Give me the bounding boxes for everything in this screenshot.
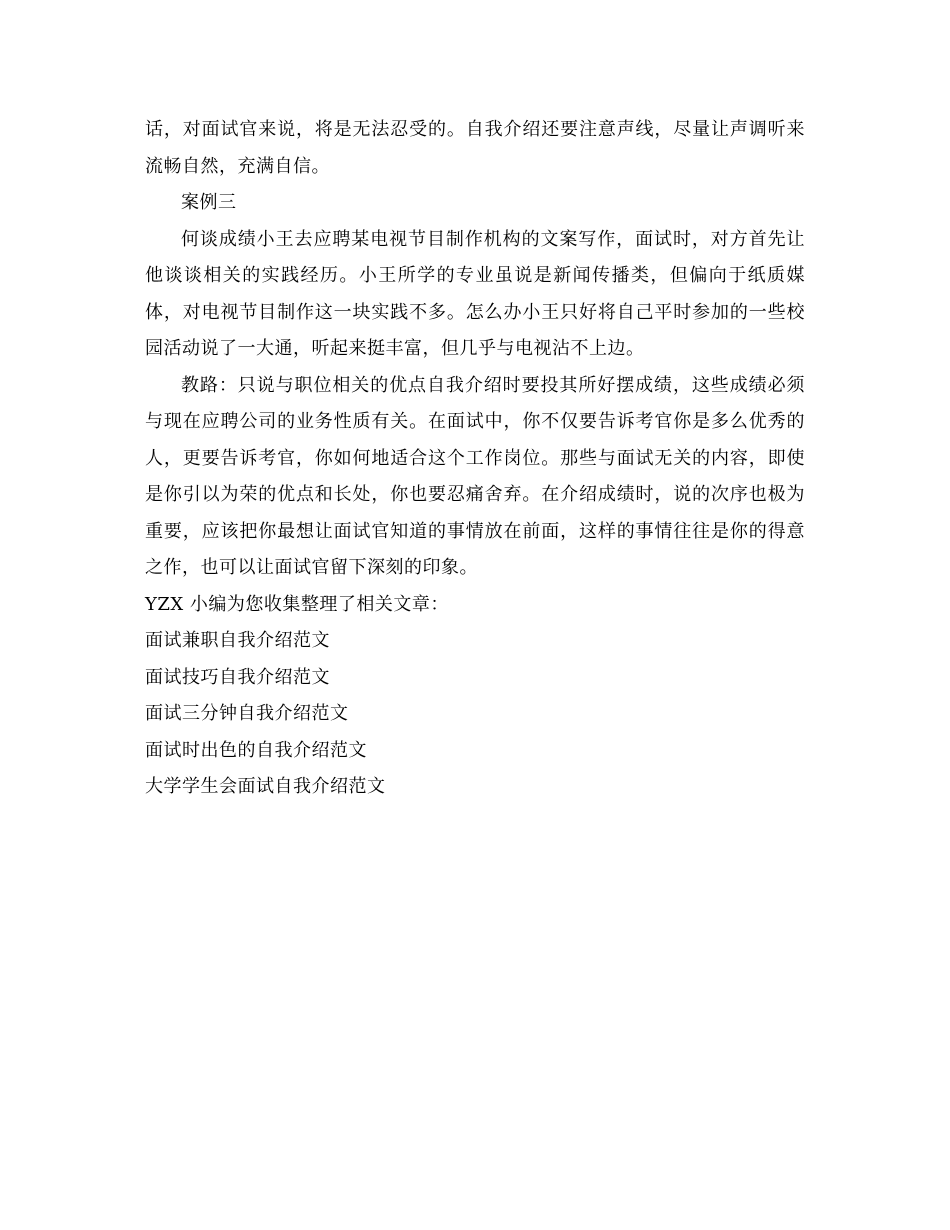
lesson-paragraph: 教路：只说与职位相关的优点自我介绍时要投其所好摆成绩，这些成绩必须与现在应聘公司的业务性质有关。在面试中，你不仅要告诉考官你是多么优秀的人，更要告诉考官，你如何地适合这个工作岗位。那些与面试无关的内容，即使是你引以为荣的优点和长处，你也要忍痛舍弃。在介绍成绩时，说的次序也极为重要，应该把你最想让面试官知道的事情放在前面，这样的事情往往是你的得意之作，也可以让面试官留下深刻的印象。 bbox=[145, 374, 805, 578]
related-article-link[interactable]: 面试三分钟自我介绍范文 bbox=[145, 703, 349, 724]
related-article-link[interactable]: 面试兼职自我介绍范文 bbox=[145, 630, 330, 651]
related-articles-intro: YZX 小编为您收集整理了相关文章： bbox=[145, 593, 449, 615]
case-heading: 案例三 bbox=[181, 192, 237, 213]
paragraph-continued: 话，对面试官来说，将是无法忍受的。自我介绍还要注意声线，尽量让声调听来流畅自然，充满自信。 bbox=[145, 119, 805, 177]
document-page bbox=[145, 112, 805, 806]
related-article-link[interactable]: 面试时出色的自我介绍范文 bbox=[145, 739, 367, 761]
case-body-paragraph: 何谈成绩小王去应聘某电视节目制作机构的文案写作，面试时，对方首先让他谈谈相关的实践经历。小王所学的专业虽说是新闻传播类，但偏向于纸质媒体，对电视节目制作这一块实践不多。怎么办小王只好将自己平时参加的一些校园活动说了一大通，听起来挺丰富，但几乎与电视沾不上边。 bbox=[145, 228, 805, 359]
related-article-link[interactable]: 大学学生会面试自我介绍范文 bbox=[145, 776, 386, 797]
related-article-link[interactable]: 面试技巧自我介绍范文 bbox=[145, 666, 330, 688]
